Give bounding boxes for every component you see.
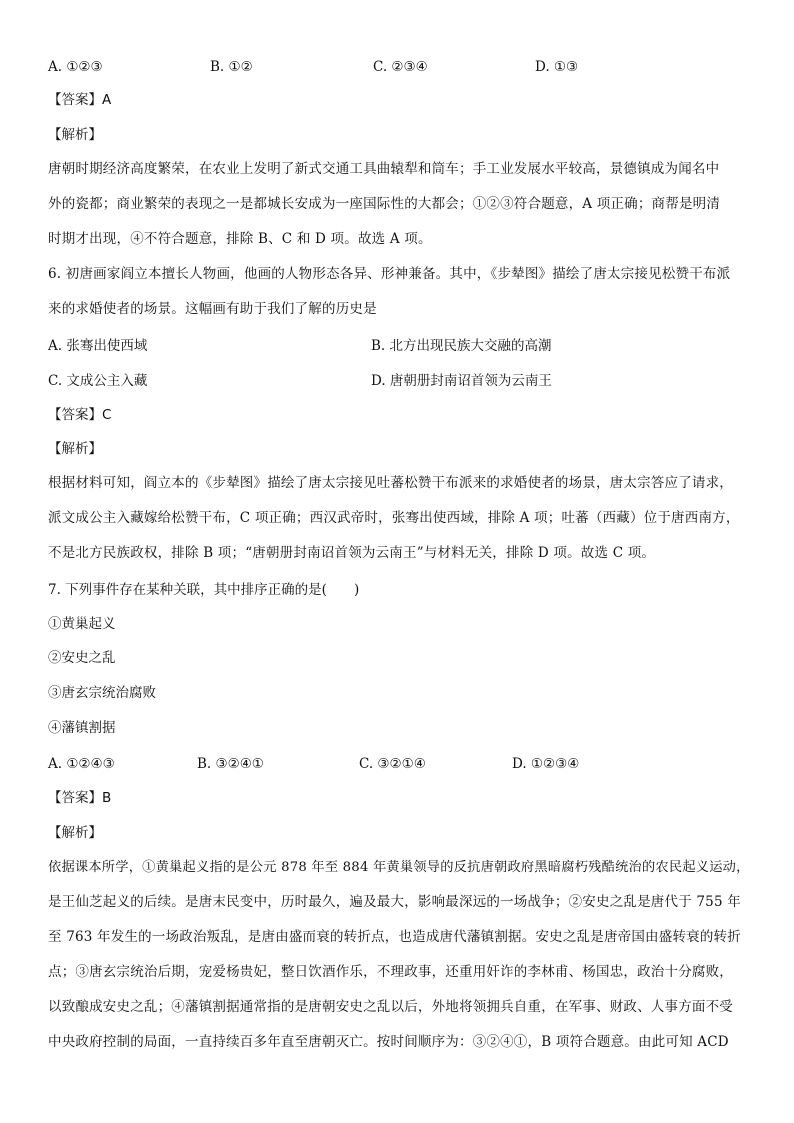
q6-stem-line: 来的求婚使者的场景。这幅画有助于我们了解的历史是 xyxy=(48,301,377,317)
q6-analysis-line: 派文成公主入藏嫁给松赞干布，C 项正确；西汉武帝时，张骞出使西域，排除 A 项；吐蕃（西藏）位于唐西南方， xyxy=(48,510,740,526)
q7-item-4: ④藩镇割据 xyxy=(48,720,116,736)
q6-analysis-line: 不是北方民族政权，排除 B 项；“唐朝册封南诏首领为云南王”与材料无关，排除 D 项。故选 C 项。 xyxy=(48,545,656,561)
q7-item-1: ①黄巢起义 xyxy=(48,616,116,632)
q7-analysis-line: 是王仙芝起义的后续。是唐末民变中，历时最久，遍及最大，影响最深远的一场战争；②安史之乱是唐代于 755 年 xyxy=(48,894,741,910)
q7-stem: 7. 下列事件存在某种关联，其中排序正确的是( ) xyxy=(48,582,360,598)
q7-analysis-label: 【解析】 xyxy=(48,825,102,841)
q7-option-c: C. ③②①④ xyxy=(359,756,426,772)
q7-analysis xyxy=(48,850,758,1060)
q5-option-b: B. ①② xyxy=(210,59,253,75)
q6-analysis-line: 根据材料可知，阎立本的《步辇图》描绘了唐太宗接见吐蕃松赞干布派来的求婚使者的场景，唐太宗答应了请求， xyxy=(48,475,733,491)
q7-answer: 【答案】B xyxy=(48,790,112,806)
q5-analysis-line: 唐朝时期经济高度繁荣，在农业上发明了新式交通工具曲辕犁和筒车；手工业发展水平较高，景德镇成为闻名中 xyxy=(48,161,720,177)
q7-analysis-line: 依据课本所学，①黄巢起义指的是公元 878 年至 884 年黄巢领导的反抗唐朝政府黑暗腐朽残酷统治的农民起义运动， xyxy=(48,860,750,875)
q6-option-b: B. 北方出现民族大交融的高潮 xyxy=(371,338,552,354)
q5-analysis-line: 时期才出现，④不符合题意，排除 B、C 和 D 项。故选 A 项。 xyxy=(48,231,432,247)
q6-analysis xyxy=(48,466,758,571)
q5-analysis-line: 外的瓷都；商业繁荣的表现之一是都城长安成为一座国际性的大都会；①②③符合题意，A 项正确；商帮是明清 xyxy=(48,196,721,212)
q5-option-d: D. ①③ xyxy=(535,59,579,75)
q7-options xyxy=(48,754,768,774)
q6-option-c: C. 文成公主入藏 xyxy=(48,373,148,389)
q6-answer: 【答案】C xyxy=(48,407,112,423)
q5-options xyxy=(48,57,768,77)
q5-option-c: C. ②③④ xyxy=(373,59,428,75)
q7-analysis-line: 以致酿成安史之乱；④藩镇割据通常指的是唐朝安史之乱以后，外地将领拥兵自重，在军事、财政、人事方面不受 xyxy=(48,999,733,1015)
q6-stem xyxy=(48,257,758,327)
q7-analysis-line: 中央政府控制的局面，一直持续百多年直至唐朝灭亡。按时间顺序为：③②④①，B 项符合题意。由此可知 ACD xyxy=(48,1034,729,1050)
q6-option-d: D. 唐朝册封南诏首领为云南王 xyxy=(371,373,552,389)
q6-analysis-label: 【解析】 xyxy=(48,441,102,457)
q7-item-2: ②安史之乱 xyxy=(48,650,116,666)
q7-analysis-line: 至 763 年发生的一场政治叛乱，是唐由盛而衰的转折点，也造成唐代藩镇割据。安史之乱是唐帝国由盛转衰的转折 xyxy=(48,929,741,945)
q5-option-a: A. ①②③ xyxy=(48,59,103,75)
q7-option-a: A. ①②④③ xyxy=(48,756,115,772)
q5-analysis xyxy=(48,152,758,257)
q7-option-b: B. ③②④① xyxy=(197,756,264,772)
q7-analysis-line: 点；③唐玄宗统治后期，宠爱杨贵妃，整日饮酒作乐，不理政事，还重用奸诈的李林甫、杨国忠，政治十分腐败， xyxy=(48,964,733,980)
q5-analysis-label: 【解析】 xyxy=(48,127,102,143)
q6-option-a: A. 张骞出使西域 xyxy=(48,338,148,354)
q6-options-row-1 xyxy=(48,336,768,356)
q6-options-row-2 xyxy=(48,371,768,391)
q7-option-d: D. ①②③④ xyxy=(512,756,580,772)
q5-answer: 【答案】A xyxy=(48,92,112,108)
q6-stem-line: 6. 初唐画家阎立本擅长人物画，他画的人物形态各异、形神兼备。其中，《步辇图》描绘了唐太宗接见松赞干布派 xyxy=(48,266,731,282)
q7-item-3: ③唐玄宗统治腐败 xyxy=(48,685,156,701)
